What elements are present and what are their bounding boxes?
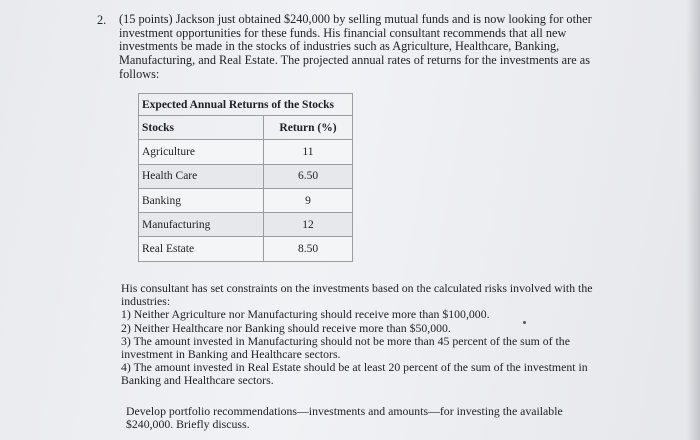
stock-return: 12 [264, 213, 353, 237]
header-return: Return (%) [264, 116, 353, 140]
table-row [139, 237, 353, 261]
constraint-line: Banking and Healthcare sectors. [121, 373, 274, 388]
intro-line: follows: [119, 66, 160, 81]
stock-return: 8.50 [264, 237, 353, 261]
stock-name: Manufacturing [139, 213, 264, 237]
table-row [139, 213, 353, 237]
constraint-line: 2) Neither Healthcare nor Banking should receive more than $50,000. [121, 320, 451, 335]
page-edge-shadow [686, 0, 700, 440]
table-row [139, 188, 353, 212]
stock-name: Real Estate [139, 237, 264, 261]
returns-table [138, 93, 353, 262]
question-intro [119, 13, 599, 82]
constraint-line: 4) The amount invested in Real Estate should be at least 20 percent of the sum of the investment in [121, 360, 588, 375]
stock-name: Agriculture [139, 140, 264, 164]
intro-line: Manufacturing, and Real Estate. The projected annual rates of returns for the investments are as [119, 53, 590, 68]
table-caption: Expected Annual Returns of the Stocks [139, 94, 353, 116]
table-row [139, 140, 353, 164]
task-prompt [126, 405, 606, 431]
intro-line: (15 points) Jackson just obtained $240,000 by selling mutual funds and is now looking for other [119, 12, 592, 26]
task-line: Develop portfolio recommendations—investments and amounts—for investing the available [126, 404, 563, 418]
constraint-line: 3) The amount invested in Manufacturing should not be more than 45 percent of the sum of the [121, 333, 570, 348]
constraints-text [121, 282, 621, 388]
intro-line: investment opportunities for these funds. His financial consultant recommends that all new [119, 25, 567, 40]
constraint-line: industries: [121, 294, 171, 309]
intro-line: investments be made in the stocks of industries such as Agriculture, Healthcare, Banking, [119, 39, 560, 54]
header-stocks: Stocks [139, 116, 264, 140]
stock-name: Health Care [139, 164, 264, 188]
stock-return: 6.50 [264, 164, 353, 188]
constraint-line: 1) Neither Agriculture nor Manufacturing should receive more than $100,000. [121, 307, 490, 322]
stray-mark [523, 321, 526, 324]
table-row [139, 164, 353, 188]
stock-name: Banking [139, 188, 264, 212]
constraint-line: investment in Banking and Healthcare sectors. [121, 347, 341, 362]
stock-return: 9 [264, 188, 353, 212]
task-line: $240,000. Briefly discuss. [126, 417, 250, 432]
stock-return: 11 [264, 140, 353, 164]
question-number: 2. [97, 13, 107, 27]
constraint-line: His consultant has set constraints on the investments based on the calculated risks involved with the [121, 281, 593, 295]
